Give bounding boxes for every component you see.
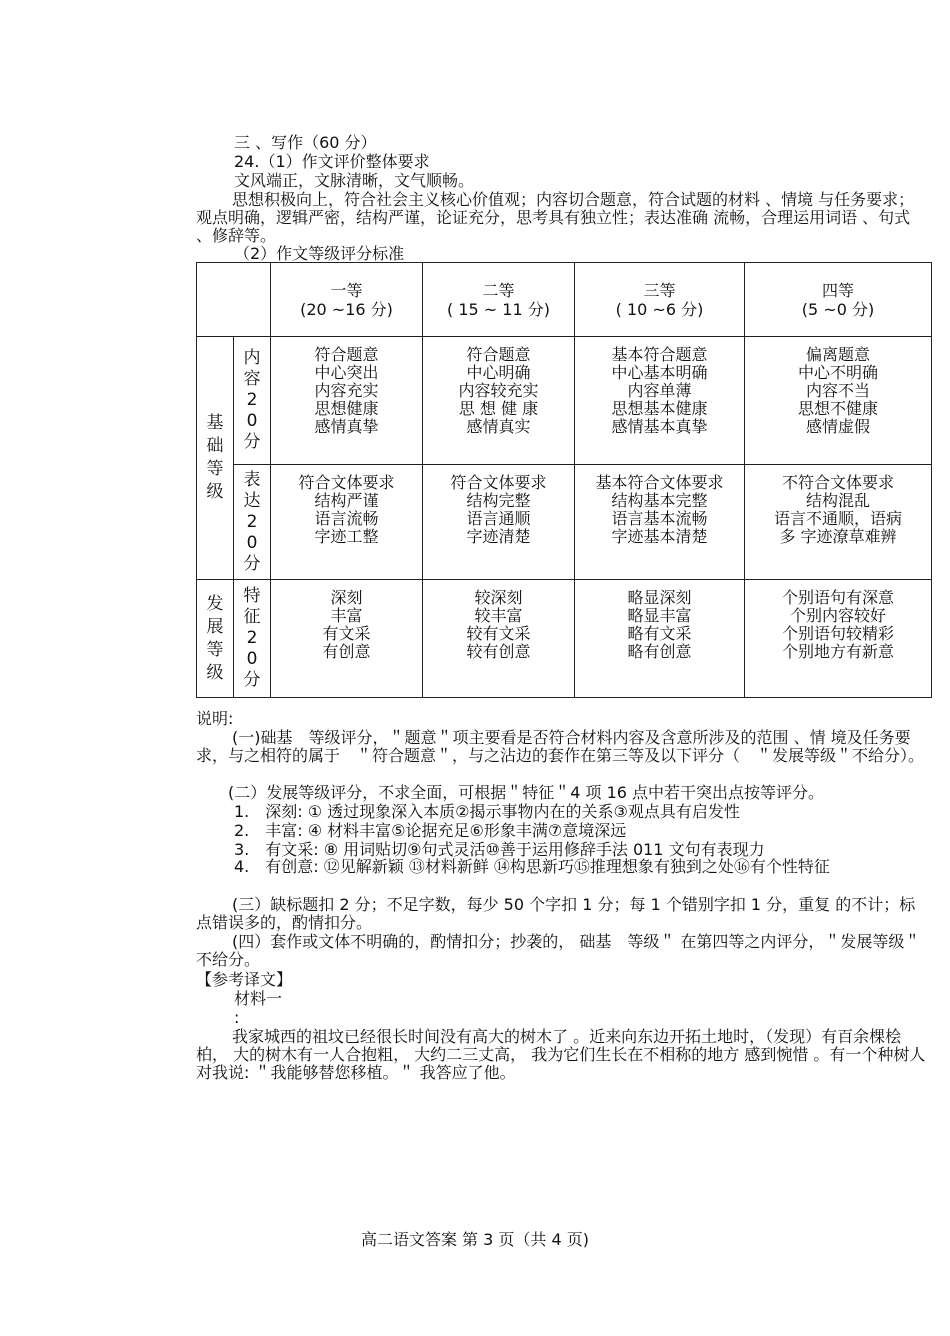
section-title: 三 、写作（60 分） bbox=[234, 133, 377, 152]
table-row bbox=[197, 580, 932, 698]
note-point-2: 2. 丰富: ④ 材料丰富⑤论据充足⑥形象丰满⑦意境深远 bbox=[234, 821, 627, 840]
grade-1-header: 一等 (20 ~16 分) bbox=[271, 263, 423, 337]
expression-grade-2: 符合文体要求 结构完整 语言通顺 字迹清楚 bbox=[423, 465, 575, 580]
grading-table bbox=[196, 262, 932, 698]
note-point-4: 4. 有创意: ⑫见解新颖 ⑬材料新鲜 ⑭构思新巧⑮推理想象有独到之处⑯有个性特征 bbox=[234, 857, 830, 876]
grade-2-header: 二等 ( 15 ~ 11 分) bbox=[423, 263, 575, 337]
note-point-1: 1. 深刻: ① 透过现象深入本质②揭示事物内在的关系③观点具有启发性 bbox=[234, 802, 740, 821]
table-row bbox=[197, 465, 932, 580]
expression-grade-4: 不符合文体要求 结构混乱 语言不通顺，语病 多 字迹潦草难辨 bbox=[745, 465, 932, 580]
feature-grade-3: 略显深刻 略显丰富 略有文采 略有创意 bbox=[575, 580, 745, 698]
basic-level-label: 基 础 等 级 bbox=[197, 337, 234, 580]
grade-3-header: 三等 ( 10 ~6 分) bbox=[575, 263, 745, 337]
translation-body: 我家城西的祖坟已经很长时间没有高大的树木了 。近来向东边开拓土地时，（发现）有百余棵桧柏， 大的树木有一人合抱粗， 大约二三丈高， 我为它们生长在不相称的地方 感到惋惜 。有一个种树人对我说: ＂我能够替您移植。＂ 我答应了他。 bbox=[196, 1027, 926, 1082]
content-grade-4: 偏离题意 中心不明确 内容不当 思想不健康 感情虚假 bbox=[745, 337, 932, 465]
expression-grade-3: 基本符合文体要求 结构基本完整 语言基本流畅 字迹基本清楚 bbox=[575, 465, 745, 580]
content-grade-3: 基本符合题意 中心基本明确 内容单薄 思想基本健康 感情基本真挚 bbox=[575, 337, 745, 465]
material-label: 材料一 bbox=[234, 989, 283, 1008]
feature-grade-2: 较深刻 较丰富 较有文采 较有创意 bbox=[423, 580, 575, 698]
note-3: (三）缺标题扣 2 分；不足字数，每少 50 个字扣 1 分；每 1 个错别字扣 1 分，重复 的不计；标点错误多的，酌情扣分。 bbox=[196, 895, 916, 932]
standard-title: （2）作文等级评分标准 bbox=[234, 244, 405, 263]
expression-grade-1: 符合文体要求 结构严谨 语言流畅 字迹工整 bbox=[271, 465, 423, 580]
note-4: (四）套作或文体不明确的，酌情扣分；抄袭的， 础基 等级＂ 在第四等之内评分，＂发展等级＂不给分。 bbox=[196, 932, 921, 969]
requirement-line-1: 文风端正，文脉清晰，文气顺畅。 bbox=[234, 171, 475, 190]
table-row bbox=[197, 337, 932, 465]
page-footer: 高二语文答案 第 3 页（共 4 页) bbox=[360, 1230, 590, 1249]
notes-title: 说明: bbox=[196, 709, 234, 728]
content-grade-1: 符合题意 中心突出 内容充实 思想健康 感情真挚 bbox=[271, 337, 423, 465]
material-colon: : bbox=[234, 1008, 240, 1027]
feature-label: 特 征 2 0 分 bbox=[234, 580, 271, 698]
content-grade-2: 符合题意 中心明确 内容较充实 思 想 健 康 感情真实 bbox=[423, 337, 575, 465]
item-24-title: 24.（1）作文评价整体要求 bbox=[234, 152, 430, 171]
expression-label: 表 达 2 0 分 bbox=[234, 465, 271, 580]
grade-4-header: 四等 (5 ~0 分) bbox=[745, 263, 932, 337]
translation-title: 【参考译文】 bbox=[196, 970, 293, 989]
feature-grade-4: 个别语句有深意 个别内容较好 个别语句较精彩 个别地方有新意 bbox=[745, 580, 932, 698]
table-header-row bbox=[197, 263, 932, 337]
feature-grade-1: 深刻 丰富 有文采 有创意 bbox=[271, 580, 423, 698]
requirement-line-2: 思想积极向上，符合社会主义核心价值观；内容切合题意，符合试题的材料 、情境 与任务要求；观点明确，逻辑严密，结构严谨，论证充分，思考具有独立性；表达准确 流畅，合理运用词语 、句式 、修辞等。 bbox=[196, 190, 915, 245]
corner-cell bbox=[197, 263, 271, 337]
note-point-3: 3. 有文采: ⑧ 用词贴切⑨句式灵活⑩善于运用修辞手法 011 文句有表现力 bbox=[234, 840, 765, 859]
note-2: (二）发展等级评分，不求全面，可根据＂特征＂4 项 16 点中若干突出点按等评分。 bbox=[228, 783, 825, 802]
note-1: (一)础基 等级评分，＂题意＂项主要看是否符合材料内容及含意所涉及的范围 、情 境及任务要求，与之相符的属于 ＂符合题意＂，与之沾边的套作在第三等及以下评分（ ＂发展等级＂不给分）。 bbox=[196, 728, 925, 765]
develop-level-label: 发 展 等 级 bbox=[197, 580, 234, 698]
content-label: 内 容 2 0 分 bbox=[234, 337, 271, 465]
